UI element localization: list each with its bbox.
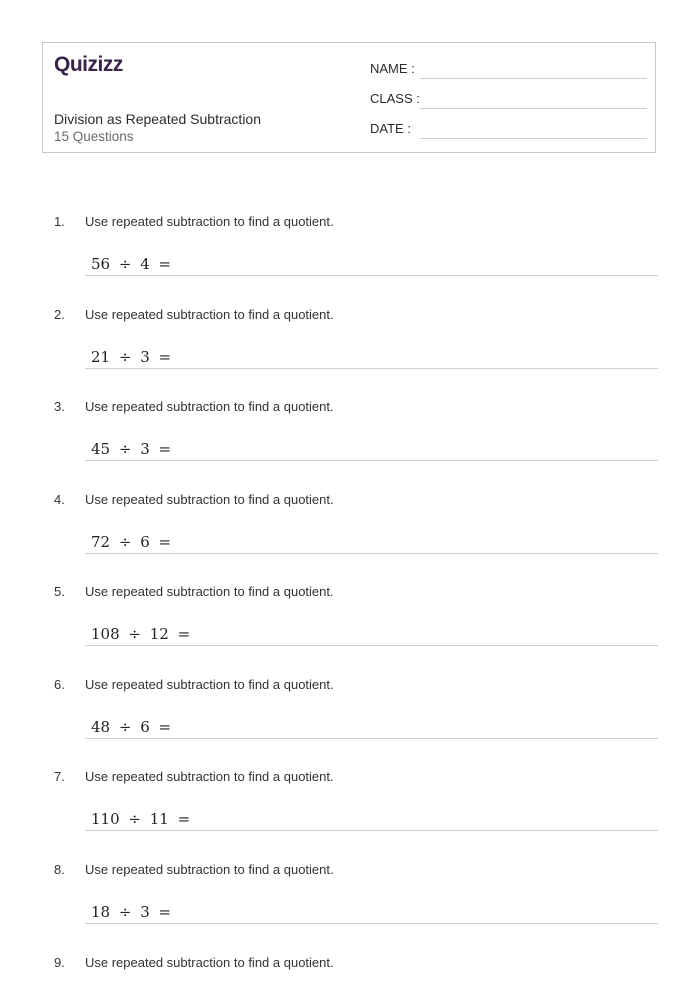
answer-line[interactable]: [85, 738, 658, 739]
question-prompt: Use repeated subtraction to find a quotient.: [85, 492, 334, 507]
question-prompt: Use repeated subtraction to find a quotient.: [85, 214, 334, 229]
worksheet-title: Division as Repeated Subtraction: [54, 111, 262, 127]
class-label: CLASS :: [370, 91, 420, 106]
date-line: [420, 138, 647, 139]
question-expression: 45 ÷ 3 =: [91, 440, 172, 458]
question-number: 1.: [54, 214, 65, 229]
answer-line[interactable]: [85, 275, 658, 276]
name-field[interactable]: [370, 61, 647, 79]
question-prompt: Use repeated subtraction to find a quotient.: [85, 307, 334, 322]
date-label: DATE :: [370, 121, 411, 136]
question-expression: 48 ÷ 6 =: [91, 718, 172, 736]
answer-line[interactable]: [85, 368, 658, 369]
question-expression: 18 ÷ 3 =: [91, 903, 172, 921]
question-5: [0, 584, 700, 674]
question-3: [0, 399, 700, 489]
question-prompt: Use repeated subtraction to find a quotient.: [85, 399, 334, 414]
question-6: [0, 677, 700, 767]
question-4: [0, 492, 700, 582]
question-number: 5.: [54, 584, 65, 599]
answer-line[interactable]: [85, 553, 658, 554]
question-number: 7.: [54, 769, 65, 784]
date-field[interactable]: [370, 121, 647, 139]
question-expression: 110 ÷ 11 =: [91, 810, 191, 828]
name-line: [420, 78, 647, 79]
question-expression: 56 ÷ 4 =: [91, 255, 172, 273]
question-count: 15 Questions: [54, 129, 134, 144]
question-prompt: Use repeated subtraction to find a quotient.: [85, 769, 334, 784]
name-label: NAME :: [370, 61, 415, 76]
question-number: 3.: [54, 399, 65, 414]
class-line: [420, 108, 647, 109]
answer-line[interactable]: [85, 923, 658, 924]
question-expression: 21 ÷ 3 =: [91, 348, 172, 366]
question-number: 6.: [54, 677, 65, 692]
class-field[interactable]: [370, 91, 647, 109]
answer-line[interactable]: [85, 645, 658, 646]
question-expression: 108 ÷ 12 =: [91, 625, 191, 643]
question-7: [0, 769, 700, 859]
worksheet-header: [42, 42, 656, 153]
question-2: [0, 307, 700, 397]
answer-line[interactable]: [85, 460, 658, 461]
quizizz-logo: Quizizz: [54, 53, 123, 76]
question-8: [0, 862, 700, 952]
question-number: 2.: [54, 307, 65, 322]
question-number: 4.: [54, 492, 65, 507]
question-prompt: Use repeated subtraction to find a quotient.: [85, 862, 334, 877]
question-1: [0, 214, 700, 304]
question-number: 8.: [54, 862, 65, 877]
question-expression: 72 ÷ 6 =: [91, 533, 172, 551]
question-prompt: Use repeated subtraction to find a quotient.: [85, 584, 334, 599]
question-number: 9.: [54, 955, 65, 970]
question-9: [0, 955, 700, 985]
question-prompt: Use repeated subtraction to find a quotient.: [85, 677, 334, 692]
answer-line[interactable]: [85, 830, 658, 831]
question-prompt: Use repeated subtraction to find a quotient.: [85, 955, 334, 970]
